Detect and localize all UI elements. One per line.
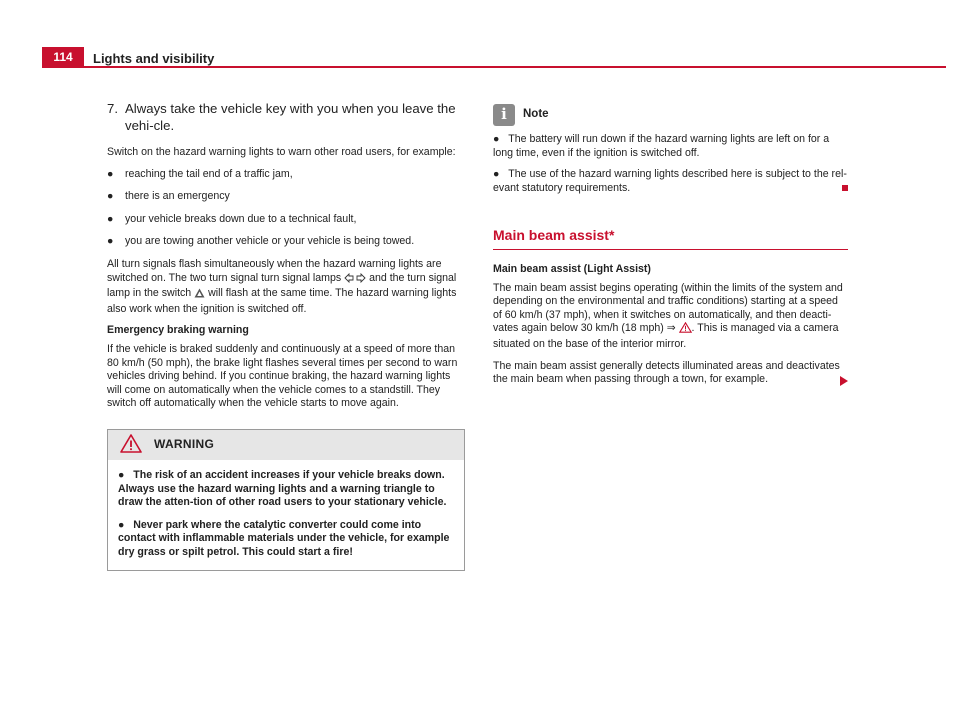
- turn-signal-arrows-icon: [344, 273, 366, 288]
- end-square-icon: [842, 185, 848, 191]
- light-assist-paragraph-2: [493, 360, 848, 387]
- note-item-text: The battery will run down if the hazard warning lights are left on for a long time, even if the ignition is switched off.: [493, 133, 830, 159]
- turn-signal-paragraph: [107, 258, 465, 316]
- bullet-dot: ●: [118, 468, 125, 481]
- warning-item-text: The risk of an accident increases if your vehicle breaks down. Always use the hazard warning lights and a warning triangle to draw the atten-tion of other road users to your stationary vehicle.: [118, 468, 447, 509]
- hazard-switch-icon: [194, 288, 205, 303]
- warning-item: [118, 469, 454, 510]
- turn-signal-text-c: will flash at the same time. The hazard warning lights also work when the ignition is switched off.: [107, 287, 457, 315]
- bullet-dot: ●: [107, 212, 114, 225]
- list-item: [107, 213, 465, 227]
- hazard-bullet-list: [107, 168, 465, 249]
- warning-body: [108, 460, 464, 571]
- turn-signal-text-b: and the turn signal lamp in the switch: [107, 271, 457, 300]
- light-assist-text-b: . This is managed via a camera situated on the base of the interior mirror.: [493, 322, 839, 350]
- hazard-intro: Switch on the hazard warning lights to warn other road users, for example:: [107, 146, 456, 158]
- note-header: [493, 103, 848, 127]
- continue-arrow-icon: [840, 376, 848, 391]
- right-column: [493, 103, 848, 395]
- left-column: [107, 100, 465, 571]
- warning-item: [118, 519, 454, 560]
- warning-triangle-icon[interactable]: [679, 322, 692, 338]
- step-number: 7.: [107, 101, 118, 116]
- bullet-dot: ●: [493, 133, 500, 145]
- list-item-text: there is an emergency: [125, 190, 230, 203]
- light-assist-text-c: The main beam assist generally detects illuminated areas and deactivates the main beam when passing through a town, for example.: [493, 359, 840, 386]
- header-rule: [42, 66, 946, 68]
- section-title: Lights and visibility: [93, 51, 215, 66]
- turn-signal-text-a: All turn signals flash simultaneously when the hazard warning lights are switched on. The two turn signal turn signal lamps: [107, 257, 442, 284]
- page-number: 114: [42, 47, 84, 67]
- warning-box: [107, 429, 465, 572]
- warning-item-text: Never park where the catalytic converter could come into contact with inflammable materials under the vehicle, for example dry grass or spilt petrol. This could start a fire!: [118, 518, 450, 558]
- bullet-dot: ●: [107, 190, 114, 203]
- main-beam-assist-heading: Main beam assist*: [493, 229, 848, 250]
- note-item: [493, 168, 848, 195]
- bullet-dot: ●: [493, 168, 500, 181]
- light-assist-text-a: The main beam assist begins operating (within the limits of the system and depending on the environmental and traffic conditions) starting at a speed of 60 km/h (37 mph), when it switches on automatically, and then deacti-vates again below 30 km/h (18 mph) ⇒: [493, 281, 843, 335]
- info-icon: i: [493, 104, 515, 126]
- list-item: [107, 190, 465, 204]
- step-text: Always take the vehicle key with you when you leave the vehi-cle.: [125, 101, 456, 133]
- note-item: [493, 133, 848, 160]
- bullet-dot: ●: [107, 167, 114, 180]
- warning-title: WARNING: [154, 437, 215, 452]
- list-item-text: reaching the tail end of a traffic jam,: [125, 167, 293, 180]
- note-item-text: The use of the hazard warning lights described here is subject to the rel-evant statutory requirements.: [493, 168, 847, 194]
- bullet-dot: ●: [107, 235, 114, 248]
- list-item: [107, 168, 465, 182]
- light-assist-subheading: Main beam assist (Light Assist): [493, 262, 651, 275]
- emergency-braking-heading: Emergency braking warning: [107, 324, 249, 337]
- list-item-text: your vehicle breaks down due to a technical fault,: [125, 212, 357, 225]
- list-item-text: you are towing another vehicle or your vehicle is being towed.: [125, 235, 415, 248]
- warning-header: [108, 430, 464, 460]
- note-title: Note: [523, 108, 549, 121]
- light-assist-paragraph: [493, 282, 848, 352]
- step-item: [107, 100, 465, 134]
- bullet-dot: ●: [118, 518, 125, 531]
- emergency-braking-text: If the vehicle is braked suddenly and continuously at a speed of more than 80 km/h (50 mph), the brake light flashes several times per second to warn vehicles driving behind. If you continue braking, the hazard warning lights will come on automatically when the vehicle comes to a standstill. They switch off automatically when the vehicle starts to move again.: [107, 342, 458, 410]
- list-item: [107, 235, 465, 249]
- warning-triangle-icon: [120, 434, 154, 457]
